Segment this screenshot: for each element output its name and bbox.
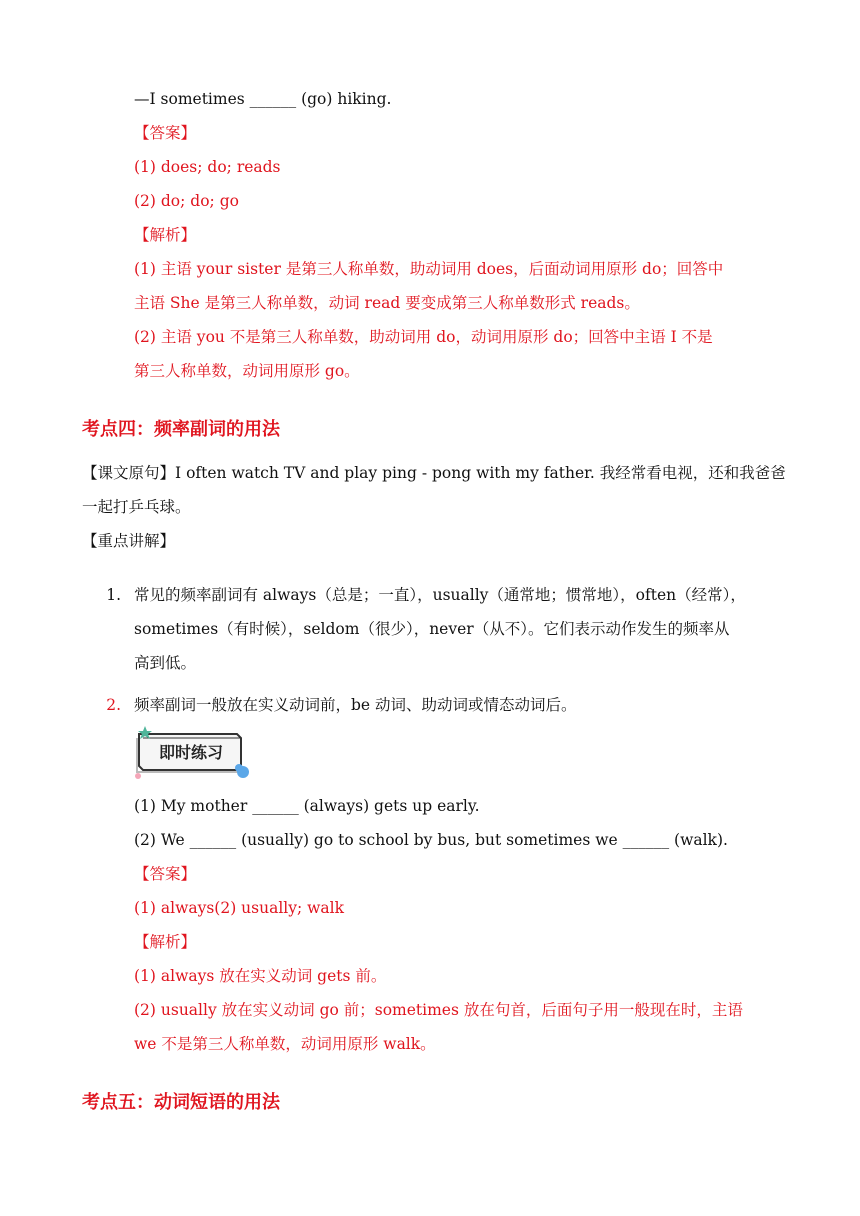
point-number-1: 1. [106,586,121,604]
answer-line: (1) always(2) usually; walk [134,899,345,917]
answer-label: 【答案】 [134,124,197,142]
dot-icon [135,773,141,779]
original-label: 【课文原句】 [82,464,176,482]
analysis-line-s4-1: (1) always 放在实义动词 gets 前。 [134,967,387,985]
analysis-line-2a: (2) 主语 you 不是第三人称单数，助动词用 do，动词用原形 do；回答中主语 I 不是 [134,328,713,346]
practice-badge [133,726,251,780]
key-points-label: 【重点讲解】 [82,532,176,550]
analysis-line-s4-2b: we 不是第三人称单数，动词用原形 walk。 [134,1035,436,1053]
section-heading-5: 考点五：动词短语的用法 [82,1092,280,1113]
answer-label-2: 【答案】 [134,865,197,883]
analysis-line-1a: (1) 主语 your sister 是第三人称单数，助动词用 does，后面动词用原形 do；回答中 [134,260,724,278]
point-1-line-3: 高到低。 [134,654,197,672]
practice-badge-label: 即时练习 [158,743,223,762]
point-1-line-1: 常见的频率副词有 always（总是；一直），usually（通常地；惯常地），often（经常）， [134,586,746,604]
analysis-line-2b: 第三人称单数，动词用原形 go。 [134,362,360,380]
section-heading-4: 考点四：频率副词的用法 [82,419,280,440]
original-text: I often watch TV and play ping - pong with my father. 我经常看电视，还和我爸爸 [175,464,786,482]
analysis-line-1b: 主语 She 是第三人称单数，动词 read 要变成第三人称单数形式 reads。 [134,294,640,312]
analysis-label: 【解析】 [134,226,197,244]
point-number-2: 2. [106,696,121,714]
question-line: —I sometimes ______ (go) hiking. [134,90,392,108]
exercise-2: (2) We ______ (usually) go to school by bus, but sometimes we ______ (walk). [134,831,728,849]
exercise-1: (1) My mother ______ (always) gets up early. [134,797,480,815]
answer-line-2: (2) do; do; go [134,192,239,210]
analysis-line-s4-2a: (2) usually 放在实义动词 go 前；sometimes 放在句首，后面句子用一般现在时，主语 [134,1001,743,1019]
original-sentence-line-1 [82,463,786,483]
point-1-line-2: sometimes（有时候），seldom（很少），never（从不）。它们表示动作发生的频率从 [134,620,730,638]
original-sentence-line-2: 一起打乒乓球。 [82,498,191,516]
answer-line-1: (1) does; do; reads [134,158,281,176]
point-2-line-1: 频率副词一般放在实义动词前，be 动词、助动词或情态动词后。 [134,696,577,714]
analysis-label-2: 【解析】 [134,933,197,951]
